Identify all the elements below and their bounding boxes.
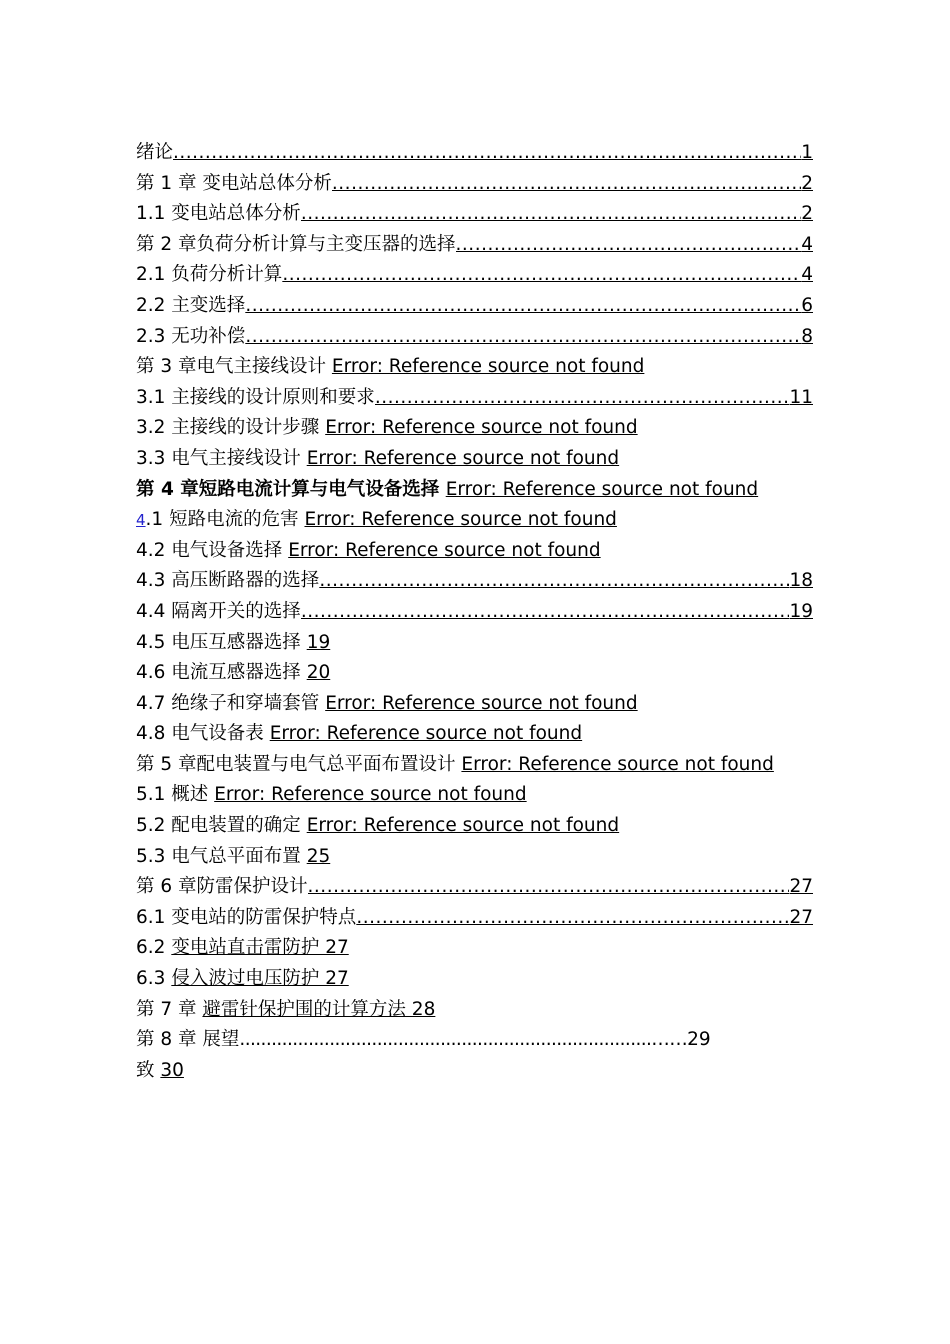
toc-reference-link[interactable]: Error: Reference source not found: [325, 692, 638, 714]
toc-entry[interactable]: [136, 811, 813, 842]
section-number-link[interactable]: 4: [136, 511, 146, 530]
toc-entry[interactable]: [136, 260, 813, 291]
toc-reference-link[interactable]: 30: [160, 1059, 184, 1081]
toc-entry[interactable]: [136, 352, 813, 383]
toc-page-number[interactable]: 4: [801, 233, 813, 255]
toc-entry[interactable]: [136, 964, 813, 995]
toc-entry[interactable]: [136, 475, 813, 506]
dot-leader: [456, 230, 802, 261]
toc-reference-link[interactable]: Error: Reference source not found: [461, 753, 774, 775]
toc-entry-label: 2.2 主变选择: [136, 294, 246, 316]
dot-leader: [308, 872, 790, 903]
toc-entry[interactable]: [136, 505, 813, 536]
toc-entry[interactable]: [136, 872, 813, 903]
toc-page-number[interactable]: 2: [801, 172, 813, 194]
toc-entry-label: 4.4 隔离开关的选择: [136, 600, 301, 622]
toc-entry[interactable]: [136, 719, 813, 750]
toc-entry[interactable]: [136, 444, 813, 475]
toc-reference-link[interactable]: Error: Reference source not found: [331, 356, 645, 378]
toc-reference-link[interactable]: 25: [306, 845, 331, 867]
dot-leader: [301, 597, 790, 628]
toc-entry[interactable]: [136, 199, 813, 230]
toc-entry-label: 6.3: [136, 968, 172, 990]
toc-entry-label: 6.2: [136, 937, 172, 959]
toc-reference-link[interactable]: Error: Reference source not found: [214, 784, 527, 806]
toc-entry-label: 致: [136, 1059, 161, 1081]
toc-entry-label: 6.1 变电站的防雷保护特点: [136, 906, 357, 928]
toc-entry-label: 第 3 章电气主接线设计: [136, 356, 332, 378]
toc-reference-link[interactable]: Error: Reference source not found: [269, 723, 583, 745]
toc-entry-label: 3.2 主接线的设计步骤: [136, 417, 326, 439]
dot-leader: [301, 199, 801, 230]
toc-entry[interactable]: [136, 322, 813, 353]
dot-leader: [282, 260, 801, 291]
toc-entry-label: 第 2 章负荷分析计算与主变压器的选择: [136, 233, 456, 255]
toc-entry[interactable]: [136, 750, 813, 781]
toc-entry-label: 4.7 绝缘子和穿墙套管: [136, 692, 326, 714]
dot-leader: [319, 566, 789, 597]
toc-entry[interactable]: [136, 658, 813, 689]
toc-entry-label: 第 4 章短路电流计算与电气设备选择: [136, 478, 446, 500]
toc-entry-label: 第 8 章 展望: [136, 1029, 240, 1051]
toc-entry[interactable]: [136, 1025, 813, 1056]
toc-entry-label: 5.3 电气总平面布置: [136, 845, 307, 867]
toc-entry[interactable]: [136, 597, 813, 628]
toc-reference-link[interactable]: Error: Reference source not found: [304, 509, 617, 531]
dot-leader: ..............................................................................……: [239, 1029, 688, 1051]
toc-page-number[interactable]: 8: [801, 325, 813, 347]
toc-reference-link[interactable]: Error: Reference source not found: [445, 478, 759, 500]
dot-leader: [356, 903, 789, 934]
toc-reference-link[interactable]: 19: [306, 631, 331, 653]
toc-reference-link[interactable]: Error: Reference source not found: [306, 447, 620, 469]
toc-entry[interactable]: [136, 903, 813, 934]
dot-leader: [173, 138, 801, 169]
toc-entry-label: 4.6 电流互感器选择: [136, 662, 307, 684]
toc-reference-link[interactable]: 变电站直击雷防护 27: [171, 937, 349, 959]
toc-entry-label: 5.2 配电装置的确定: [136, 815, 307, 837]
toc-entry-label: 4.8 电气设备表: [136, 723, 270, 745]
toc-entry[interactable]: [136, 780, 813, 811]
toc-page-number[interactable]: 27: [789, 876, 813, 898]
dot-leader: [375, 383, 790, 414]
toc-page-number[interactable]: 29: [687, 1029, 711, 1051]
toc-entry-label: .1 短路电流的危害: [145, 509, 305, 531]
toc-entry-label: 1.1 变电站总体分析: [136, 203, 301, 225]
dot-leader: [332, 169, 801, 200]
toc-entry[interactable]: [136, 413, 813, 444]
toc-entry[interactable]: [136, 566, 813, 597]
toc-reference-link[interactable]: 20: [306, 662, 331, 684]
dot-leader: [245, 291, 801, 322]
dot-leader: [245, 322, 801, 353]
toc-entry-label: 第 5 章配电装置与电气总平面布置设计: [136, 753, 462, 775]
toc-reference-link[interactable]: 避雷针保护围的计算方法 28: [202, 998, 436, 1020]
toc-entry-label: 3.1 主接线的设计原则和要求: [136, 386, 375, 408]
toc-entry[interactable]: [136, 933, 813, 964]
toc-entry-label: 4.3 高压断路器的选择: [136, 570, 320, 592]
toc-entry-label: 第 6 章防雷保护设计: [136, 876, 308, 898]
toc-entry[interactable]: [136, 628, 813, 659]
toc-entry[interactable]: [136, 1056, 813, 1087]
toc-entry-label: 5.1 概述: [136, 784, 215, 806]
toc-entry[interactable]: [136, 169, 813, 200]
toc-entry[interactable]: [136, 842, 813, 873]
toc-entry-label: 4.5 电压互感器选择: [136, 631, 307, 653]
toc-page-number[interactable]: 11: [789, 386, 813, 408]
toc-entry-label: 绪论: [136, 142, 174, 163]
toc-page-number[interactable]: 19: [789, 600, 813, 622]
toc-reference-link[interactable]: Error: Reference source not found: [325, 417, 638, 439]
toc-page-number[interactable]: 1: [801, 142, 813, 163]
toc-entry-label: 3.3 电气主接线设计: [136, 447, 307, 469]
table-of-contents: [136, 138, 813, 1086]
toc-entry[interactable]: [136, 230, 813, 261]
toc-page-number[interactable]: 18: [789, 570, 813, 592]
toc-entry[interactable]: [136, 383, 813, 414]
toc-entry[interactable]: [136, 536, 813, 567]
toc-entry[interactable]: [136, 689, 813, 720]
toc-page-number[interactable]: 2: [801, 203, 813, 225]
toc-entry-label: 4.2 电气设备选择: [136, 539, 289, 561]
toc-entry-label: 2.3 无功补偿: [136, 325, 246, 347]
toc-page-number[interactable]: 6: [801, 294, 813, 316]
toc-page-number[interactable]: 4: [801, 264, 813, 286]
toc-reference-link[interactable]: 侵入波过电压防护 27: [171, 968, 349, 990]
toc-page-number[interactable]: 27: [789, 906, 813, 928]
toc-reference-link[interactable]: Error: Reference source not found: [288, 539, 601, 561]
toc-entry-label: 第 7 章: [136, 998, 203, 1020]
toc-entry[interactable]: [136, 995, 813, 1026]
toc-entry-label: 第 1 章 变电站总体分析: [136, 172, 332, 194]
toc-entry[interactable]: [136, 291, 813, 322]
toc-reference-link[interactable]: Error: Reference source not found: [306, 815, 620, 837]
toc-entry[interactable]: [136, 138, 813, 169]
toc-entry-label: 2.1 负荷分析计算: [136, 264, 283, 286]
